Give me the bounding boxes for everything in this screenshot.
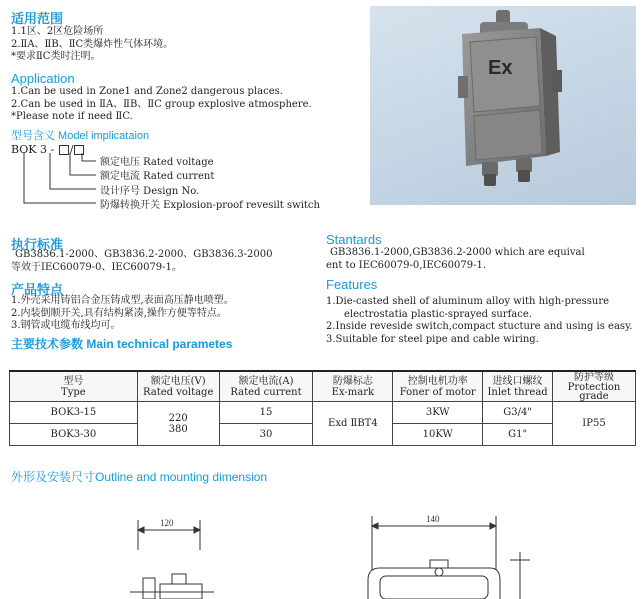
standards-en-text: [326, 247, 585, 272]
col-header-grade: 防护等级 Protection grade: [553, 371, 636, 402]
model-item: 额定电压 Rated voltage: [100, 157, 214, 168]
right-lid: [380, 576, 488, 599]
standards-en-title: Stantards: [326, 232, 382, 247]
cell-thread: G1": [483, 424, 553, 446]
col-header-type: 型号 Type: [10, 371, 138, 402]
application-en-line: 2.Can be used in ⅡA、ⅡB、ⅡC group explosive atmosphere.: [11, 98, 312, 110]
col-header-thread: 进线口螺纹 Inlet thread: [483, 371, 553, 402]
standards-cn-line: 等效于IEC60079-0、IEC60079-1。: [11, 261, 182, 273]
col-header-current: 额定电流(A) Rated current: [219, 371, 313, 402]
bracket-current: [70, 153, 96, 175]
table-header-row: [10, 371, 636, 402]
outline-drawing: [0, 500, 641, 599]
dim-left-label: 120: [160, 518, 174, 528]
cell-exmark: Exd ⅡBT4: [313, 402, 393, 446]
model-code-brackets: [20, 153, 100, 215]
cell-current: 30: [219, 424, 313, 446]
application-cn-line: *要求ⅡC类时注明。: [11, 51, 101, 62]
standards-cn-text: [11, 249, 272, 274]
features-cn-text: [11, 295, 234, 333]
standards-cn-line: GB3836.1-2000、GB3836.2-2000、GB3836.3-2000: [15, 249, 273, 260]
right-knob: [430, 560, 448, 568]
right-screw: [435, 568, 443, 576]
application-cn-title: 适用范围: [11, 11, 64, 26]
model-code-sep: /: [69, 143, 74, 156]
features-cn-line: 2.内装倒顺开关,具有结构紧凑,操作方便等特点。: [11, 307, 227, 319]
model-items: [100, 156, 320, 213]
outline-title: 外形及安装尺寸Outline and mounting dimension: [11, 470, 268, 484]
application-cn-line: 2.ⅡA、ⅡB、ⅡC类爆炸性气体环境。: [11, 38, 174, 50]
left-knob: [172, 574, 186, 584]
spec-table: [9, 370, 636, 446]
cell-motor: 3KW: [393, 402, 483, 424]
application-cn-line: 1.1区、2区危险场所: [11, 26, 104, 37]
standards-cn-title: 执行标准: [11, 237, 64, 252]
features-en-line: 1.Die-casted shell of aluminum alloy with high-pressure: [326, 296, 610, 307]
model-item: 防爆转换开关 Explosion-proof revesilt switch: [100, 199, 320, 211]
standards-en-line: GB3836.1-2000,GB3836.2-2000 which are equival: [330, 247, 585, 258]
photo-ex-label: Ex: [488, 57, 513, 79]
params-title: 主要技术参数 Main technical parametes: [11, 337, 233, 351]
features-en-line: 3.Suitable for steel pipe and cable wiring.: [326, 333, 539, 345]
col-header-voltage: 额定电压(V) Rated voltage: [137, 371, 219, 402]
cell-voltage: 220 380: [137, 402, 219, 446]
col-header-motor: 控制电机功率 Foner of motor: [393, 371, 483, 402]
features-en-title: Features: [326, 277, 378, 292]
left-body-a: [143, 578, 155, 599]
bracket-voltage: [82, 153, 96, 161]
model-item: 额定电流 Rated current: [100, 171, 215, 183]
features-en-text: [326, 296, 633, 346]
application-en-text: [11, 86, 312, 124]
right-body: [368, 568, 500, 599]
application-cn-text: [11, 26, 173, 64]
standards-en-line: ent to IEC60079-0,IEC60079-1.: [326, 259, 487, 271]
features-en-line: electrostatia plastic-sprayed surface.: [344, 308, 532, 320]
features-cn-line: 1.外壳采用铸铝合金压铸成型,表面高压静电喷塑。: [11, 295, 234, 306]
col-header-exmark: 防爆标志 Ex-mark: [313, 371, 393, 402]
table-row: [10, 402, 636, 424]
dim-right-label: 140: [426, 514, 440, 524]
cell-grade: IP55: [553, 402, 636, 446]
cell-type: BOK3-15: [10, 402, 138, 424]
bracket-design: [50, 153, 96, 189]
cell-type: BOK3-30: [10, 424, 138, 446]
application-en-line: *Please note if need ⅡC.: [11, 111, 133, 122]
features-cn-line: 3.钢管或电缆布线均可。: [11, 320, 121, 331]
switch-box-illustration: [370, 6, 636, 205]
features-en-line: 2.Inside reveside switch,compact stucture and using is easy.: [326, 321, 633, 332]
model-title: 型号含义 Model implicataion: [11, 130, 150, 142]
model-item: 设计序号 Design No.: [100, 185, 200, 197]
model-code-prefix: BOK 3 -: [11, 143, 55, 156]
cell-current: 15: [219, 402, 313, 424]
application-en-line: 1.Can be used in Zone1 and Zone2 dangerous places.: [11, 86, 283, 97]
cell-thread: G3/4": [483, 402, 553, 424]
application-en-title: Application: [11, 71, 75, 86]
cell-motor: 10KW: [393, 424, 483, 446]
features-cn-title: 产品特点: [11, 282, 64, 297]
product-photo: [370, 6, 636, 205]
